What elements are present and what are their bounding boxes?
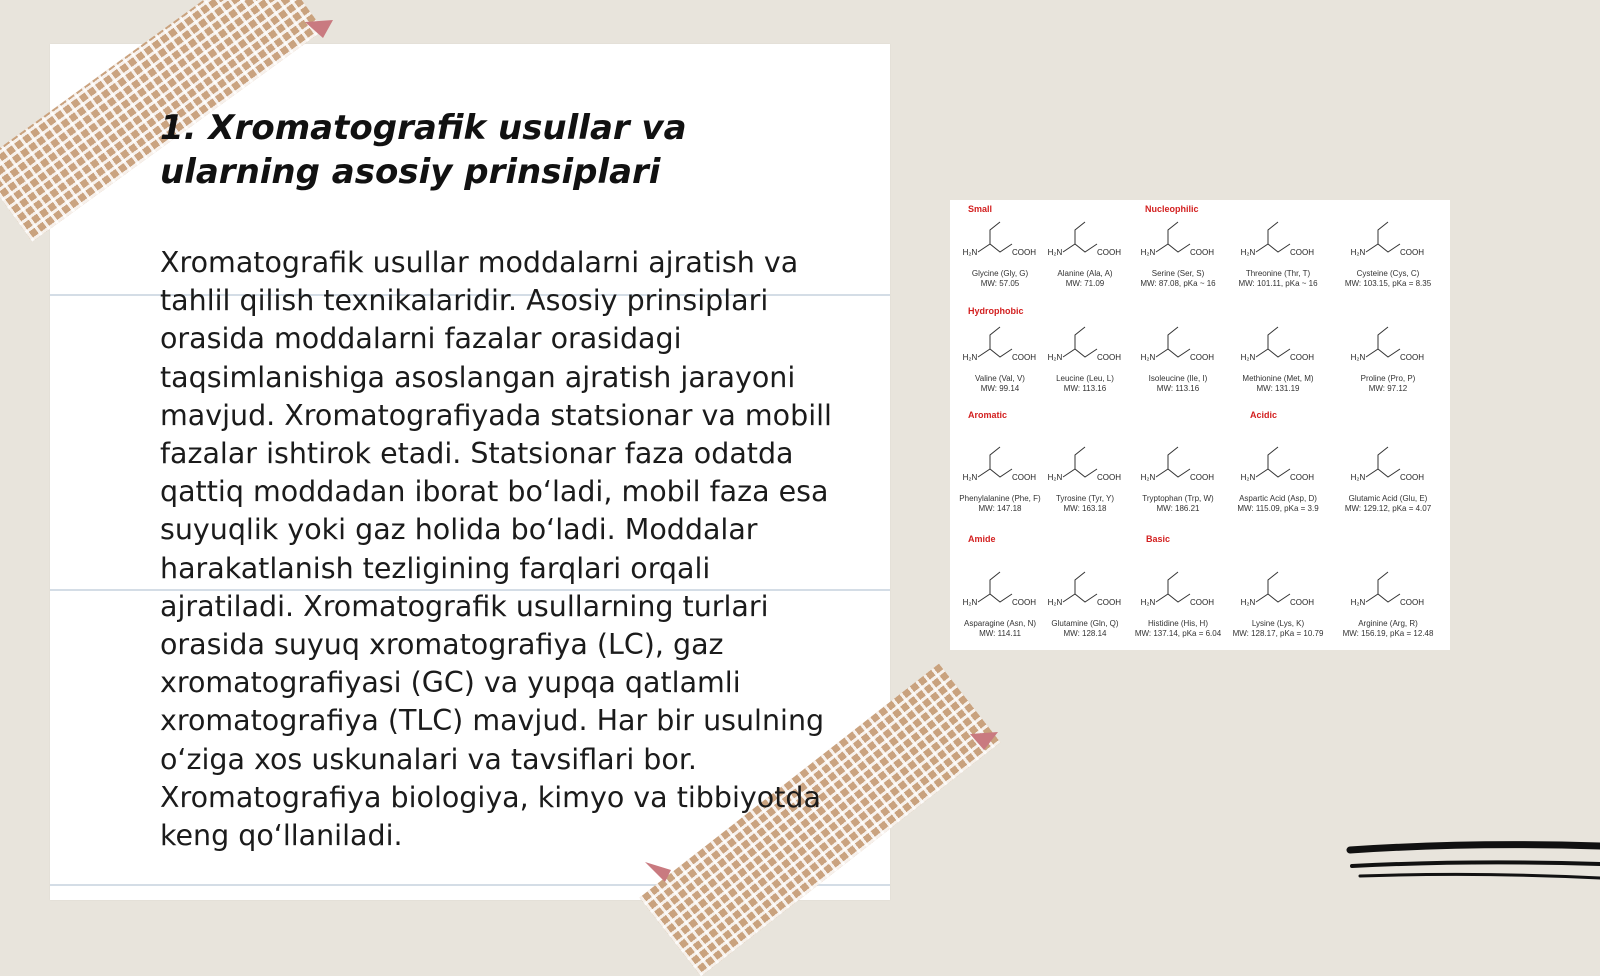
- side-chain-bond: [1268, 222, 1278, 244]
- amine-group: H₂N: [1047, 353, 1063, 362]
- amine-group: H₂N: [1140, 473, 1156, 482]
- amine-group: H₂N: [962, 248, 978, 257]
- group-label: Aromatic: [968, 410, 1008, 420]
- amino-acid-name: Proline (Pro, P): [1360, 374, 1416, 383]
- group-label: Hydrophobic: [968, 306, 1024, 316]
- side-chain-bond: [1378, 222, 1388, 244]
- group-label: Nucleophilic: [1145, 204, 1199, 214]
- amino-acid-name: Valine (Val, V): [975, 374, 1025, 383]
- amino-acid-name: Isoleucine (Ile, I): [1148, 374, 1208, 383]
- side-chain-bond: [990, 222, 1000, 244]
- group-label: Basic: [1146, 534, 1171, 544]
- tape-corner-bottom-left: [645, 862, 675, 882]
- tape-corner-top: [305, 20, 335, 40]
- amino-acid-name: Methionine (Met, M): [1242, 374, 1314, 383]
- amino-acid-mw: MW: 113.16: [1156, 384, 1200, 393]
- structure-skeleton: [978, 469, 1012, 477]
- amine-group: H₂N: [1240, 353, 1256, 362]
- amine-group: H₂N: [1240, 598, 1256, 607]
- amino-acid-name: Alanine (Ala, A): [1057, 269, 1113, 278]
- carboxyl-group: COOH: [1290, 353, 1314, 362]
- structure-skeleton: [1063, 594, 1097, 602]
- amino-acid-name: Aspartic Acid (Asp, D): [1239, 494, 1317, 503]
- side-chain-bond: [990, 327, 1000, 349]
- amino-acid-mw: MW: 128.14: [1063, 629, 1107, 638]
- amine-group: H₂N: [1047, 598, 1063, 607]
- amine-group: H₂N: [1140, 248, 1156, 257]
- structure-skeleton: [1156, 349, 1190, 357]
- amino-acid-name: Tyrosine (Tyr, Y): [1055, 494, 1115, 503]
- tape-corner-bottom-right: [970, 732, 1000, 752]
- structure-skeleton: [1256, 349, 1290, 357]
- amine-group: H₂N: [1047, 473, 1063, 482]
- amine-group: H₂N: [962, 353, 978, 362]
- amino-acid-mw: MW: 115.09, pKa = 3.9: [1237, 504, 1319, 513]
- structure-skeleton: [978, 244, 1012, 252]
- amino-acid-mw: MW: 137.14, pKa = 6.04: [1134, 629, 1222, 638]
- side-chain-bond: [990, 572, 1000, 594]
- carboxyl-group: COOH: [1400, 598, 1424, 607]
- structure-skeleton: [978, 349, 1012, 357]
- amino-acid-mw: MW: 87.08, pKa ~ 16: [1140, 279, 1216, 288]
- side-chain-bond: [1075, 222, 1085, 244]
- carboxyl-group: COOH: [1097, 353, 1121, 362]
- amino-acid-chart: [950, 200, 1450, 650]
- carboxyl-group: COOH: [1190, 598, 1214, 607]
- amino-acid-mw: MW: 103.15, pKa = 8.35: [1344, 279, 1432, 288]
- amine-group: H₂N: [1140, 598, 1156, 607]
- carboxyl-group: COOH: [1012, 353, 1036, 362]
- amino-acid-name: Histidine (His, H): [1147, 619, 1209, 628]
- structure-skeleton: [1063, 244, 1097, 252]
- carboxyl-group: COOH: [1012, 473, 1036, 482]
- amino-acid-mw: MW: 163.18: [1063, 504, 1107, 513]
- structure-skeleton: [1366, 349, 1400, 357]
- carboxyl-group: COOH: [1190, 248, 1214, 257]
- carboxyl-group: COOH: [1190, 473, 1214, 482]
- amino-acid-mw: MW: 97.12: [1368, 384, 1408, 393]
- side-chain-bond: [1378, 447, 1388, 469]
- amino-acid-mw: MW: 128.17, pKa = 10.79: [1232, 629, 1324, 638]
- carboxyl-group: COOH: [1097, 248, 1121, 257]
- structure-skeleton: [1063, 349, 1097, 357]
- carboxyl-group: COOH: [1400, 353, 1424, 362]
- group-label: Acidic: [1250, 410, 1278, 420]
- group-label: Small: [968, 204, 993, 214]
- brush-strokes-decoration: [1340, 840, 1600, 890]
- amine-group: H₂N: [1350, 598, 1366, 607]
- structure-skeleton: [1366, 469, 1400, 477]
- amine-group: H₂N: [1350, 248, 1366, 257]
- amino-acid-name: Asparagine (Asn, N): [963, 619, 1037, 628]
- structure-skeleton: [1156, 469, 1190, 477]
- side-chain-bond: [1075, 447, 1085, 469]
- side-chain-bond: [990, 447, 1000, 469]
- carboxyl-group: COOH: [1400, 473, 1424, 482]
- amine-group: H₂N: [1350, 473, 1366, 482]
- amino-acid-name: Phenylalanine (Phe, F): [959, 494, 1041, 503]
- amino-acid-name: Glutamic Acid (Glu, E): [1348, 494, 1428, 503]
- slide-title: 1. Xromatografik usullar va ularning asosiy prinsiplari: [160, 108, 687, 192]
- amino-acid-name: Tryptophan (Trp, W): [1142, 494, 1214, 503]
- amino-acid-mw: MW: 147.18: [978, 504, 1022, 513]
- side-chain-bond: [1268, 327, 1278, 349]
- structure-skeleton: [978, 594, 1012, 602]
- amine-group: H₂N: [1350, 353, 1366, 362]
- amino-acid-mw: MW: 186.21: [1156, 504, 1200, 513]
- amino-acid-name: Threonine (Thr, T): [1245, 269, 1311, 278]
- side-chain-bond: [1268, 447, 1278, 469]
- structure-skeleton: [1256, 469, 1290, 477]
- amino-acid-name: Serine (Ser, S): [1151, 269, 1205, 278]
- amino-acid-mw: MW: 57.05: [980, 279, 1020, 288]
- structure-skeleton: [1366, 594, 1400, 602]
- amino-acid-mw: MW: 71.09: [1065, 279, 1105, 288]
- group-label: Amide: [968, 534, 996, 544]
- carboxyl-group: COOH: [1097, 473, 1121, 482]
- amino-acid-name: Glutamine (Gln, Q): [1051, 619, 1119, 628]
- amino-acid-name: Leucine (Leu, L): [1056, 374, 1114, 383]
- amine-group: H₂N: [1047, 248, 1063, 257]
- amine-group: H₂N: [1240, 248, 1256, 257]
- carboxyl-group: COOH: [1290, 473, 1314, 482]
- carboxyl-group: COOH: [1012, 598, 1036, 607]
- side-chain-bond: [1168, 327, 1178, 349]
- structure-skeleton: [1156, 594, 1190, 602]
- amine-group: H₂N: [962, 473, 978, 482]
- amino-acid-name: Lysine (Lys, K): [1251, 619, 1305, 628]
- amine-group: H₂N: [1140, 353, 1156, 362]
- side-chain-bond: [1075, 327, 1085, 349]
- amino-acid-name: Glycine (Gly, G): [971, 269, 1029, 278]
- carboxyl-group: COOH: [1400, 248, 1424, 257]
- amine-group: H₂N: [962, 598, 978, 607]
- amino-acid-mw: MW: 114.11: [979, 629, 1021, 638]
- carboxyl-group: COOH: [1290, 598, 1314, 607]
- side-chain-bond: [1378, 572, 1388, 594]
- amine-group: H₂N: [1240, 473, 1256, 482]
- carboxyl-group: COOH: [1012, 248, 1036, 257]
- side-chain-bond: [1168, 447, 1178, 469]
- amino-acid-mw: MW: 113.16: [1063, 384, 1107, 393]
- structure-skeleton: [1156, 244, 1190, 252]
- amino-acid-mw: MW: 99.14: [980, 384, 1020, 393]
- carboxyl-group: COOH: [1290, 248, 1314, 257]
- structure-skeleton: [1256, 244, 1290, 252]
- amino-acid-name: Arginine (Arg, R): [1358, 619, 1418, 628]
- amino-acid-mw: MW: 101.11, pKa ~ 16: [1238, 279, 1318, 288]
- amino-acid-name: Cysteine (Cys, C): [1356, 269, 1420, 278]
- structure-skeleton: [1256, 594, 1290, 602]
- amino-acid-mw: MW: 156.19, pKa = 12.48: [1342, 629, 1434, 638]
- side-chain-bond: [1168, 222, 1178, 244]
- carboxyl-group: COOH: [1190, 353, 1214, 362]
- carboxyl-group: COOH: [1097, 598, 1121, 607]
- slide-body: Xromatografik usullar moddalarni ajratish va tahlil qilish texnikalaridir. Asosiy prinsiplari orasida moddalarni fazalar orasidagi taqsimlanishiga asoslangan ajratish jarayoni mavjud. Xromatografiyada statsionar va mobill fazalar ishtirok etadi. Statsionar faza odatda qattiq moddadan iborat bo‘ladi, mobil faza esa suyuqlik yoki gaz holida bo‘ladi. Moddalar harakatlanish tezligining farqlari orqali ajratiladi. Xromatografik usullarning turlari orasida suyuq xromatografiya (LC), gaz xromatografiyasi (GC) va yupqa qatlamli xromatografiya (TLC) mavjud. Har bir usulning o‘ziga xos uskunalari va tavsiflari bor. Xromatografiya biologiya, kimyo va tibbiyotda keng qo‘llaniladi.: [160, 246, 832, 853]
- side-chain-bond: [1268, 572, 1278, 594]
- side-chain-bond: [1075, 572, 1085, 594]
- side-chain-bond: [1378, 327, 1388, 349]
- side-chain-bond: [1168, 572, 1178, 594]
- amino-acid-mw: MW: 131.19: [1256, 384, 1300, 393]
- structure-skeleton: [1366, 244, 1400, 252]
- amino-acid-mw: MW: 129.12, pKa = 4.07: [1344, 504, 1432, 513]
- structure-skeleton: [1063, 469, 1097, 477]
